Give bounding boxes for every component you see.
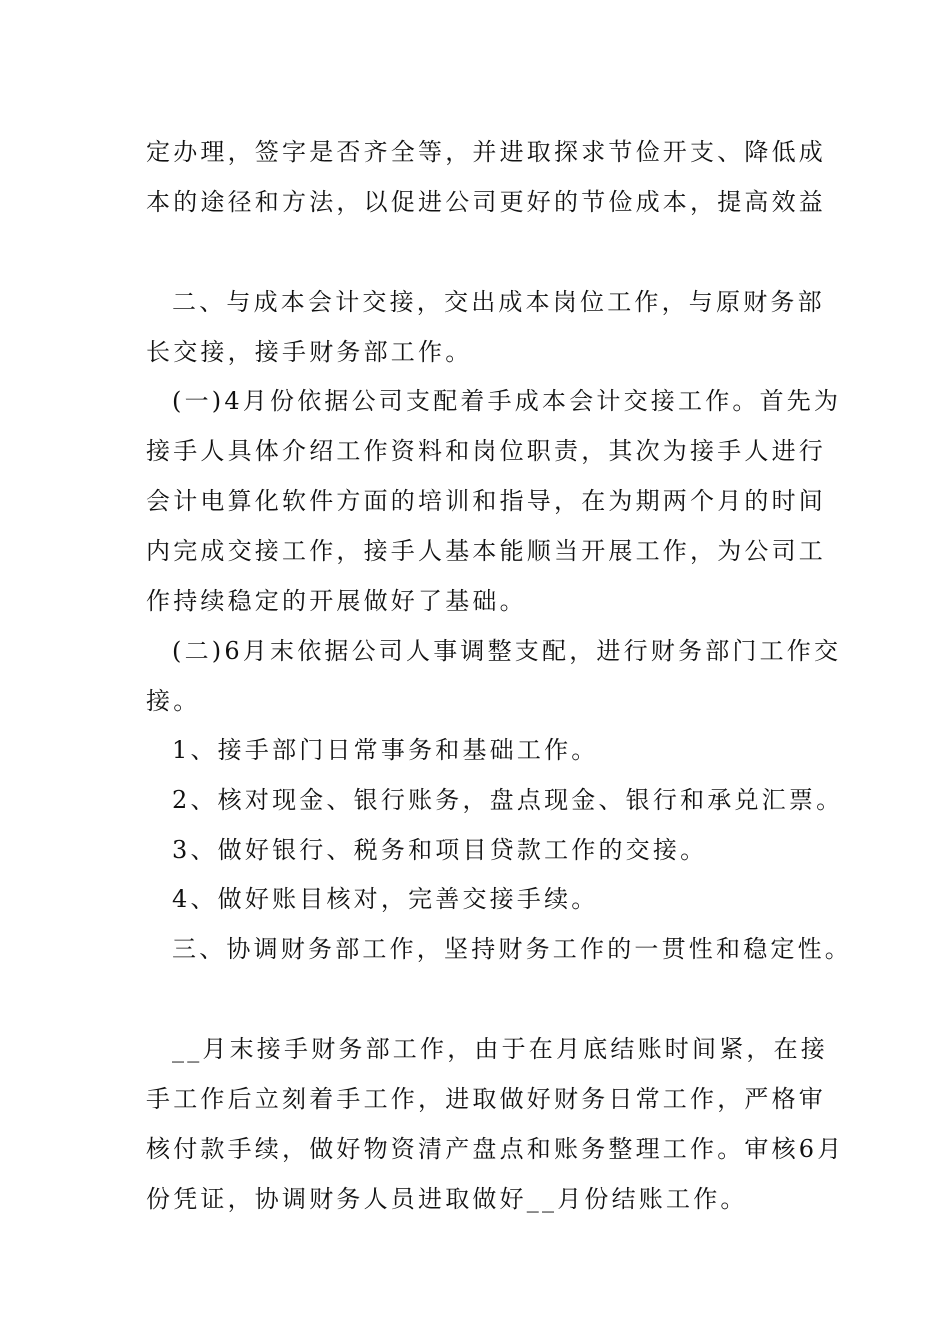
text-line: 定办理，签字是否齐全等，并进取探求节俭开支、降低成: [146, 138, 826, 166]
text-line: 本的途径和方法，以促进公司更好的节俭成本，提高效益: [146, 188, 826, 216]
list-item: 3、做好银行、税务和项目贷款工作的交接。: [172, 836, 708, 864]
text-line: 接手人具体介绍工作资料和岗位职责，其次为接手人进行: [146, 437, 826, 465]
subsection-2: (二)6月末依据公司人事调整支配，进行财务部门工作交: [172, 637, 842, 665]
text-line: 长交接，接手财务部工作。: [146, 338, 473, 366]
text-line: 会计电算化软件方面的培训和指导，在为期两个月的时间: [146, 487, 826, 515]
text-line: 作持续稳定的开展做好了基础。: [146, 587, 527, 615]
text-line: 内完成交接工作，接手人基本能顺当开展工作，为公司工: [146, 537, 826, 565]
text-line: 核付款手续，做好物资清产盘点和账务整理工作。审核6月: [146, 1135, 845, 1163]
text-line: 份凭证，协调财务人员进取做好__月份结账工作。: [146, 1185, 748, 1213]
text-line: __月末接手财务部工作，由于在月底结账时间紧，在接: [172, 1035, 828, 1063]
text-line: 接。: [146, 687, 201, 715]
subsection-1: (一)4月份依据公司支配着手成本会计交接工作。首先为: [172, 387, 842, 415]
text-line: 手工作后立刻着手工作，进取做好财务日常工作，严格审: [146, 1085, 826, 1113]
list-item: 2、核对现金、银行账务，盘点现金、银行和承兑汇票。: [172, 786, 844, 814]
section-heading-2: 二、与成本会计交接，交出成本岗位工作，与原财务部: [172, 288, 825, 316]
section-heading-3: 三、协调财务部工作，坚持财务工作的一贯性和稳定性。: [172, 935, 852, 963]
list-item: 4、做好账目核对，完善交接手续。: [172, 885, 599, 913]
list-item: 1、接手部门日常事务和基础工作。: [172, 736, 599, 764]
